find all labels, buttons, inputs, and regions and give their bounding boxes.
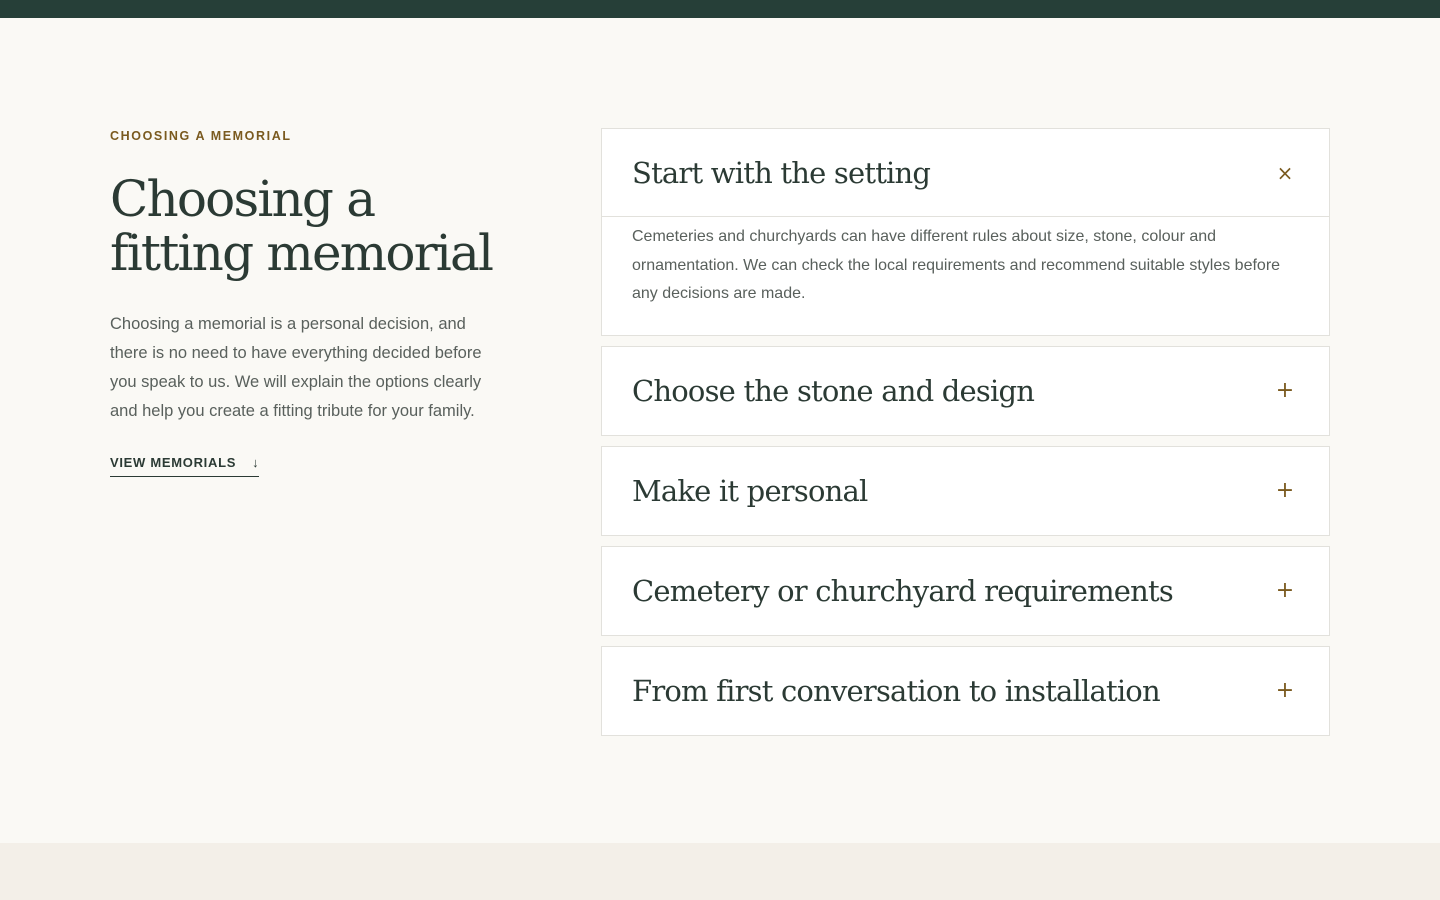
close-icon[interactable]: × bbox=[1276, 160, 1294, 185]
faq-accordion bbox=[601, 128, 1330, 746]
top-bar bbox=[0, 0, 1440, 18]
plus-icon[interactable]: + bbox=[1275, 377, 1295, 403]
page-title bbox=[110, 172, 510, 280]
next-section-band bbox=[0, 843, 1440, 900]
accordion-header-stone-design[interactable] bbox=[602, 347, 1329, 435]
accordion-header-installation[interactable] bbox=[602, 647, 1329, 735]
accordion-title: Cemetery or churchyard requirements bbox=[632, 573, 1173, 608]
accordion-title: Make it personal bbox=[632, 473, 868, 508]
intro-column bbox=[110, 128, 500, 477]
plus-icon[interactable]: + bbox=[1275, 477, 1295, 503]
accordion-header-personal[interactable] bbox=[602, 447, 1329, 535]
plus-icon[interactable]: + bbox=[1275, 577, 1295, 603]
accordion-item-installation bbox=[601, 646, 1330, 736]
view-memorials-label: VIEW MEMORIALS bbox=[110, 455, 237, 470]
accordion-title: Start with the setting bbox=[632, 155, 931, 190]
section-eyebrow: CHOOSING A MEMORIAL bbox=[110, 129, 292, 143]
intro-paragraph: Choosing a memorial is a personal decision, and there is no need to have everything decided before you speak to us. We will explain the options clearly and help you create a fitting tribute for your family. bbox=[110, 315, 482, 420]
page-title-line-1: Choosing a bbox=[110, 170, 375, 228]
accordion-header-requirements[interactable] bbox=[602, 547, 1329, 635]
page-title-line-2: fitting memorial bbox=[110, 224, 493, 282]
accordion-title: Choose the stone and design bbox=[632, 373, 1035, 408]
accordion-item-personal bbox=[601, 446, 1330, 536]
accordion-body: Cemeteries and churchyards can have different rules about size, stone, colour and ornamentation. We can check the local requirements and recommend suitable styles before any decisions are made. bbox=[632, 228, 1281, 302]
accordion-item-setting bbox=[601, 128, 1330, 336]
plus-icon[interactable]: + bbox=[1275, 677, 1295, 703]
accordion-item-requirements bbox=[601, 546, 1330, 636]
arrow-down-icon: ↓ bbox=[252, 455, 260, 470]
accordion-title: From first conversation to installation bbox=[632, 673, 1160, 708]
view-memorials-link[interactable] bbox=[110, 455, 259, 477]
accordion-item-stone-design bbox=[601, 346, 1330, 436]
accordion-header-setting[interactable] bbox=[602, 129, 1329, 217]
